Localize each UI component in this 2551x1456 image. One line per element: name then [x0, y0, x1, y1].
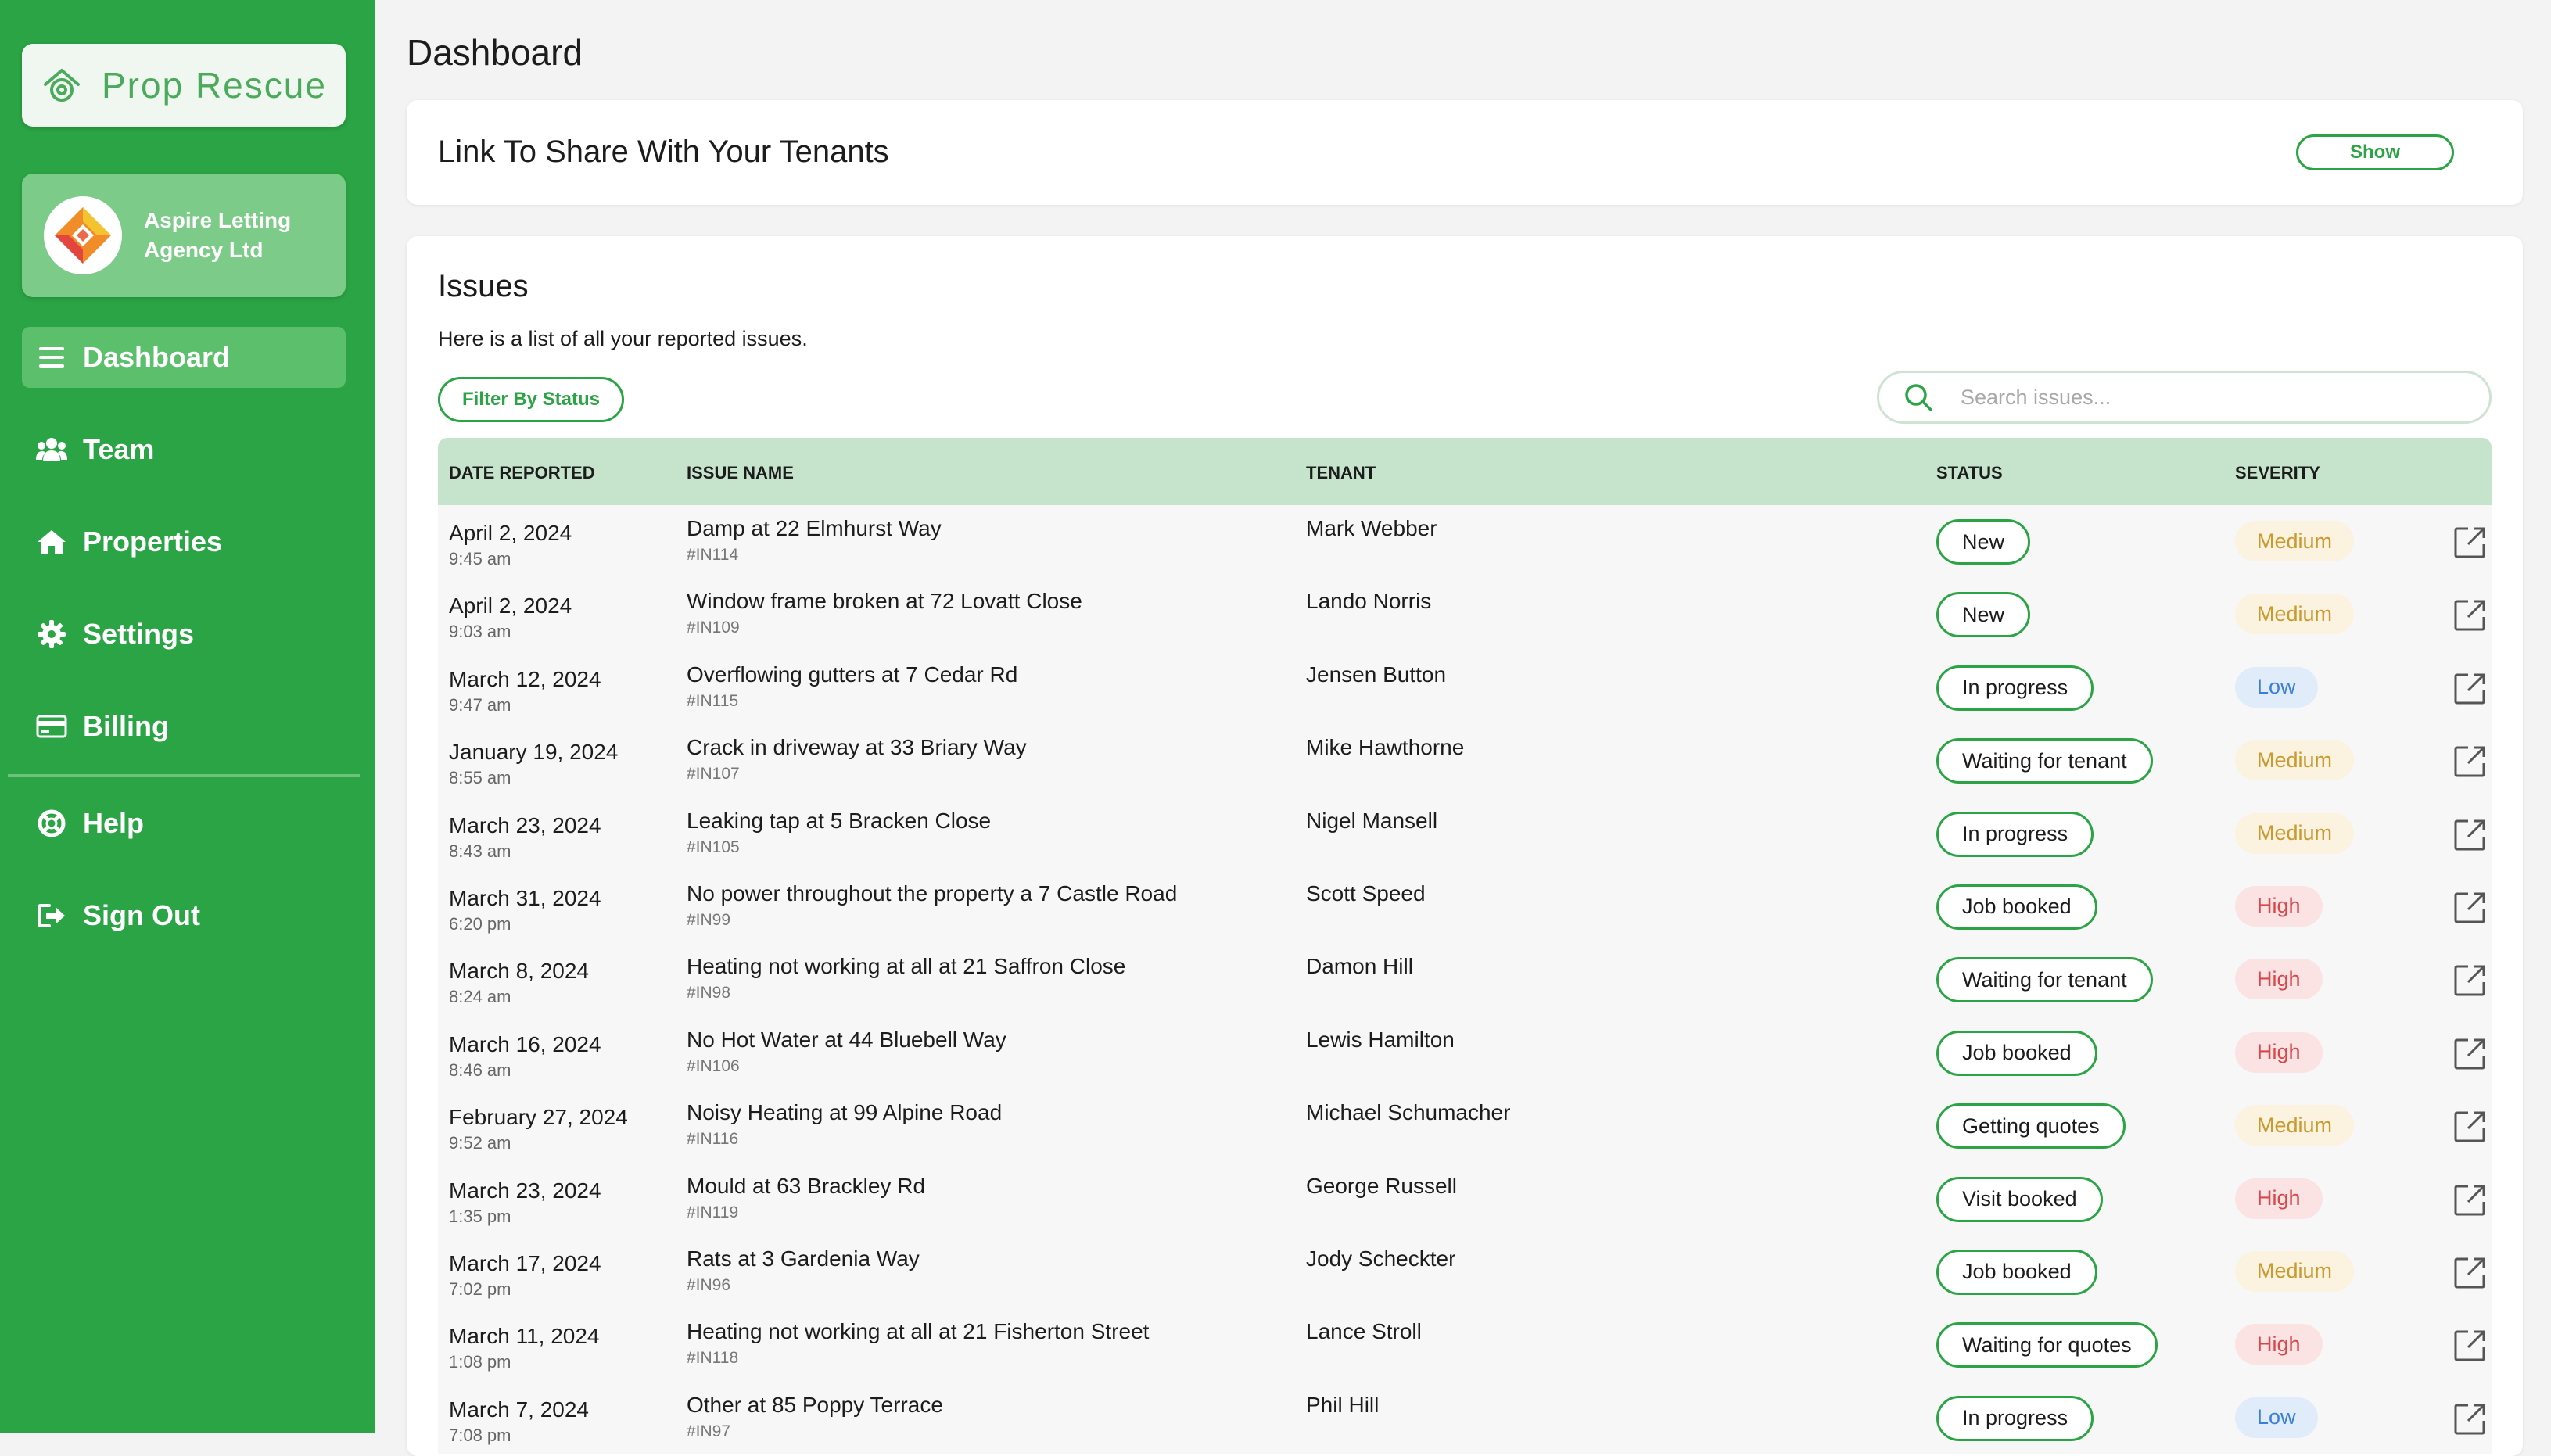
severity-badge: Medium — [2235, 1105, 2354, 1146]
column-header-status[interactable]: STATUS — [1936, 463, 2003, 482]
open-external-icon[interactable] — [2452, 889, 2488, 925]
date-reported: March 16, 2024 — [449, 1031, 601, 1056]
menu-icon — [36, 342, 67, 373]
issue-name[interactable]: Mould at 63 Brackley Rd — [687, 1173, 926, 1198]
issue-name[interactable]: No Hot Water at 44 Bluebell Way — [687, 1027, 1006, 1052]
severity-badge: Medium — [2235, 813, 2354, 854]
agency-avatar — [44, 196, 122, 274]
tenant-name: Nigel Mansell — [1306, 808, 1438, 833]
time-reported: 1:35 pm — [449, 1206, 511, 1226]
tenant-name: Michael Schumacher — [1306, 1100, 1511, 1125]
issues-table — [438, 438, 2492, 1454]
issue-id: #IN115 — [687, 691, 739, 710]
severity-badge: Medium — [2235, 521, 2354, 561]
lifebuoy-icon — [36, 808, 67, 839]
severity-badge: Medium — [2235, 1251, 2354, 1292]
agency-card[interactable] — [22, 174, 346, 297]
table-row[interactable] — [438, 724, 2492, 797]
credit-card-icon — [36, 711, 67, 742]
sign-out-icon — [36, 900, 67, 931]
column-header-date[interactable]: DATE REPORTED — [449, 463, 595, 482]
issue-id: #IN107 — [687, 765, 740, 784]
open-external-icon[interactable] — [2452, 670, 2488, 706]
nav-divider — [8, 774, 360, 777]
date-reported: April 2, 2024 — [449, 521, 572, 545]
issue-name[interactable]: Heating not working at all at 21 Fisherton Street — [687, 1319, 1150, 1344]
sidebar — [0, 0, 375, 1433]
nav-label: Sign Out — [83, 899, 200, 931]
nav-billing[interactable] — [22, 696, 346, 757]
status-badge: In progress — [1936, 665, 2094, 711]
search-icon — [1903, 382, 1934, 413]
column-header-severity[interactable]: SEVERITY — [2235, 463, 2320, 482]
open-external-icon[interactable] — [2452, 1400, 2488, 1436]
tenant-name: Mark Webber — [1306, 516, 1437, 540]
open-external-icon[interactable] — [2452, 1035, 2488, 1071]
status-badge: New — [1936, 519, 2030, 565]
nav-label: Help — [83, 807, 145, 839]
gear-icon — [36, 619, 67, 650]
date-reported: April 2, 2024 — [449, 594, 572, 619]
issue-id: #IN109 — [687, 619, 740, 637]
time-reported: 6:20 pm — [449, 913, 511, 934]
table-row[interactable] — [438, 1382, 2492, 1454]
severity-badge: High — [2235, 1178, 2323, 1219]
share-link-title: Link To Share With Your Tenants — [438, 134, 889, 169]
nav-label: Team — [83, 433, 155, 465]
issue-name[interactable]: Damp at 22 Elmhurst Way — [687, 516, 942, 540]
issue-name[interactable]: Crack in driveway at 33 Briary Way — [687, 735, 1027, 760]
time-reported: 8:24 am — [449, 987, 511, 1007]
issue-name[interactable]: Heating not working at all at 21 Saffron Close — [687, 954, 1126, 979]
status-badge: Waiting for quotes — [1936, 1322, 2158, 1368]
table-row[interactable] — [438, 578, 2492, 651]
table-row[interactable] — [438, 798, 2492, 870]
status-badge: Getting quotes — [1936, 1103, 2126, 1149]
severity-badge: High — [2235, 959, 2323, 999]
issue-id: #IN105 — [687, 837, 740, 856]
table-row[interactable] — [438, 870, 2492, 943]
date-reported: March 8, 2024 — [449, 959, 589, 984]
table-header — [438, 438, 2492, 505]
open-external-icon[interactable] — [2452, 524, 2488, 560]
tenant-name: Lewis Hamilton — [1306, 1027, 1455, 1052]
open-external-icon[interactable] — [2452, 1182, 2488, 1218]
column-header-tenant[interactable]: TENANT — [1306, 463, 1376, 482]
status-badge: Job booked — [1936, 884, 2097, 930]
open-external-icon[interactable] — [2452, 962, 2488, 998]
date-reported: March 31, 2024 — [449, 885, 601, 910]
issue-name[interactable]: Window frame broken at 72 Lovatt Close — [687, 589, 1082, 614]
issue-id: #IN118 — [687, 1349, 739, 1368]
table-row[interactable] — [438, 1089, 2492, 1162]
issue-id: #IN119 — [687, 1203, 739, 1221]
tenant-name: Phil Hill — [1306, 1392, 1380, 1417]
date-reported: March 7, 2024 — [449, 1397, 589, 1422]
table-row[interactable] — [438, 1308, 2492, 1381]
date-reported: March 17, 2024 — [449, 1250, 601, 1275]
severity-badge: Medium — [2235, 594, 2354, 634]
date-reported: January 19, 2024 — [449, 740, 619, 765]
issue-id: #IN99 — [687, 910, 731, 929]
status-badge: Job booked — [1936, 1031, 2097, 1076]
page-title: Dashboard — [407, 32, 583, 73]
issue-id: #IN116 — [687, 1130, 739, 1149]
severity-badge: Low — [2235, 667, 2318, 708]
open-external-icon[interactable] — [2452, 1327, 2488, 1363]
column-header-issue-name[interactable]: ISSUE NAME — [687, 463, 794, 482]
nav-properties[interactable] — [22, 511, 346, 572]
severity-badge: Medium — [2235, 740, 2354, 780]
table-row[interactable] — [438, 651, 2492, 724]
time-reported: 8:43 am — [449, 841, 511, 861]
severity-badge: Low — [2235, 1397, 2318, 1438]
date-reported: March 12, 2024 — [449, 666, 601, 691]
tenant-name: Scott Speed — [1306, 880, 1426, 906]
table-row[interactable] — [438, 1235, 2492, 1308]
open-external-icon[interactable] — [2452, 743, 2488, 779]
tenant-name: Lance Stroll — [1306, 1319, 1422, 1344]
time-reported: 9:03 am — [449, 622, 511, 642]
nav-sign-out[interactable] — [22, 885, 346, 946]
table-row[interactable] — [438, 1017, 2492, 1089]
nav-label: Settings — [83, 618, 195, 650]
time-reported: 9:47 am — [449, 694, 511, 715]
nav-label: Billing — [83, 710, 169, 742]
nav-label: Dashboard — [83, 341, 231, 373]
issue-name[interactable]: Other at 85 Poppy Terrace — [687, 1392, 943, 1417]
team-icon — [36, 434, 67, 465]
issue-id: #IN98 — [687, 984, 731, 1002]
table-row[interactable] — [438, 943, 2492, 1016]
time-reported: 1:08 pm — [449, 1352, 511, 1372]
tenant-name: George Russell — [1306, 1173, 1457, 1198]
date-reported: March 23, 2024 — [449, 812, 601, 837]
filter-by-status-button[interactable]: Filter By Status — [438, 377, 624, 422]
open-external-icon[interactable] — [2452, 597, 2488, 633]
issue-id: #IN114 — [687, 546, 739, 564]
time-reported: 8:46 am — [449, 1060, 511, 1080]
app-logo[interactable] — [22, 44, 346, 127]
open-external-icon[interactable] — [2452, 1108, 2488, 1144]
issue-name[interactable]: Overflowing gutters at 7 Cedar Rd — [687, 662, 1018, 687]
issues-description: Here is a list of all your reported issues. — [438, 327, 808, 350]
severity-badge: High — [2235, 886, 2323, 927]
time-reported: 9:45 am — [449, 549, 511, 568]
issue-name[interactable]: Rats at 3 Gardenia Way — [687, 1246, 920, 1271]
issue-id: #IN97 — [687, 1422, 731, 1440]
status-badge: In progress — [1936, 812, 2094, 857]
app-name: Prop Rescue — [102, 65, 327, 106]
tenant-name: Lando Norris — [1306, 589, 1432, 614]
tenant-name: Mike Hawthorne — [1306, 735, 1465, 760]
issue-name[interactable]: Noisy Heating at 99 Alpine Road — [687, 1100, 1003, 1125]
issue-name[interactable]: Leaking tap at 5 Bracken Close — [687, 808, 992, 833]
date-reported: March 11, 2024 — [449, 1324, 600, 1349]
agency-name: Aspire Letting Agency Ltd — [144, 208, 292, 262]
logo-icon — [41, 64, 83, 106]
table-row[interactable] — [438, 505, 2492, 578]
issue-id: #IN96 — [687, 1275, 731, 1294]
issues-card — [407, 236, 2523, 1456]
agency-logo-icon — [50, 203, 116, 268]
nav-team[interactable] — [22, 419, 346, 480]
issue-id: #IN106 — [687, 1056, 740, 1075]
nav-label: Properties — [83, 525, 223, 558]
table-body — [438, 505, 2492, 1454]
tenant-name: Jody Scheckter — [1306, 1246, 1456, 1271]
nav-settings[interactable] — [22, 604, 346, 665]
search-box — [1877, 371, 2492, 424]
issue-name[interactable]: No power throughout the property a 7 Castle Road — [687, 880, 1178, 906]
severity-badge: High — [2235, 1324, 2323, 1365]
table-row[interactable] — [438, 1163, 2492, 1235]
severity-badge: High — [2235, 1032, 2323, 1073]
tenant-name: Damon Hill — [1306, 954, 1413, 979]
tenant-name: Jensen Button — [1306, 662, 1447, 687]
issues-title: Issues — [438, 269, 529, 303]
time-reported: 9:52 am — [449, 1133, 511, 1153]
status-badge: Job booked — [1936, 1250, 2097, 1295]
home-icon — [36, 526, 67, 558]
time-reported: 7:08 pm — [449, 1425, 511, 1445]
status-badge: Waiting for tenant — [1936, 957, 2153, 1002]
date-reported: February 27, 2024 — [449, 1105, 628, 1130]
status-badge: Visit booked — [1936, 1177, 2103, 1222]
status-badge: In progress — [1936, 1396, 2094, 1441]
share-link-card — [407, 100, 2523, 205]
search-input[interactable] — [1961, 386, 2461, 410]
status-badge: Waiting for tenant — [1936, 738, 2153, 784]
status-badge: New — [1936, 592, 2030, 637]
time-reported: 7:02 pm — [449, 1278, 511, 1299]
open-external-icon[interactable] — [2452, 816, 2488, 852]
time-reported: 8:55 am — [449, 768, 511, 788]
show-link-button[interactable]: Show — [2296, 134, 2454, 170]
date-reported: March 23, 2024 — [449, 1178, 601, 1203]
open-external-icon[interactable] — [2452, 1254, 2488, 1290]
nav-help[interactable] — [22, 793, 346, 854]
nav-dashboard[interactable] — [22, 327, 346, 388]
